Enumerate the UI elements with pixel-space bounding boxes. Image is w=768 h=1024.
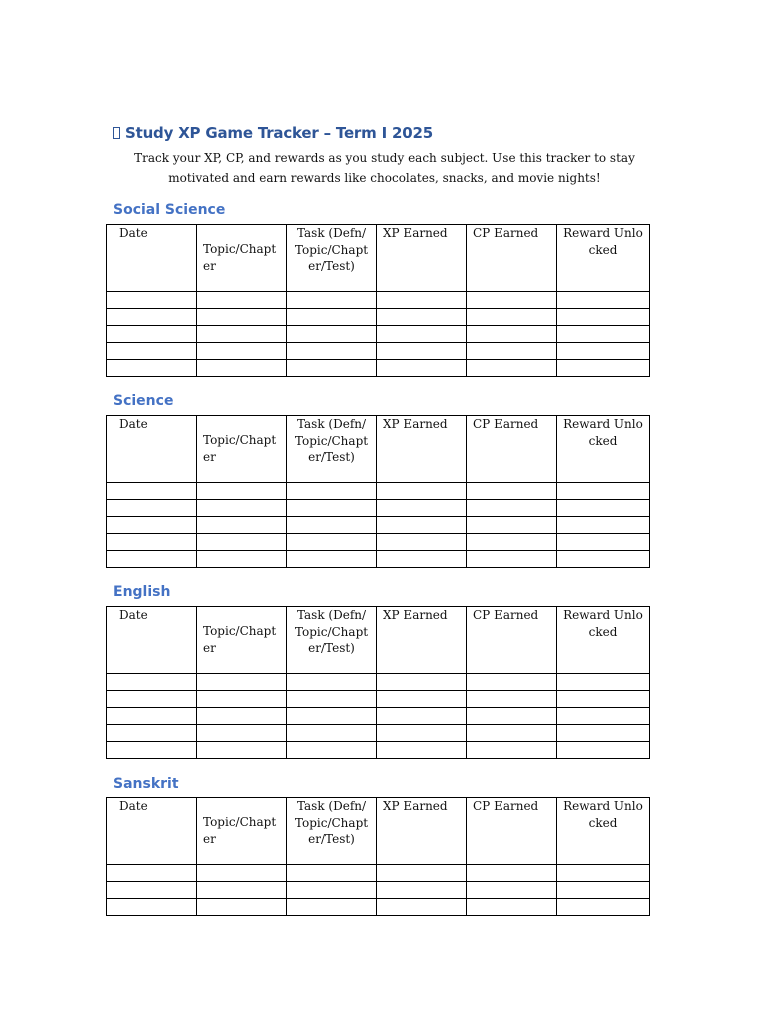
table-cell-cp[interactable] [467, 517, 557, 534]
column-header-task [287, 225, 377, 292]
table-cell-cp[interactable] [467, 708, 557, 725]
column-header-cp [467, 225, 557, 292]
table-cell-reward[interactable] [557, 674, 650, 691]
column-header-label: Task (Defn/Topic/Chapter/Test) [294, 226, 369, 273]
table-cell-cp[interactable] [467, 882, 557, 899]
table-row [107, 674, 650, 691]
table-cell-xp[interactable] [377, 674, 467, 691]
table-cell-topic[interactable] [197, 534, 287, 551]
table-cell-xp[interactable] [377, 534, 467, 551]
column-header-xp [377, 416, 467, 483]
table-cell-xp[interactable] [377, 343, 467, 360]
column-header-label: Task (Defn/Topic/Chapter/Test) [294, 608, 369, 655]
column-header-date [107, 607, 197, 674]
column-header-topic [197, 416, 287, 483]
table-row [107, 483, 650, 500]
table-cell-date[interactable] [107, 674, 197, 691]
tracker-table [106, 415, 650, 568]
column-header-xp [377, 798, 467, 865]
column-header-xp [377, 225, 467, 292]
table-cell-topic[interactable] [197, 483, 287, 500]
table-row [107, 882, 650, 899]
column-header-date [107, 798, 197, 865]
table-cell-xp[interactable] [377, 742, 467, 759]
table-cell-topic[interactable] [197, 899, 287, 916]
table-cell-task[interactable] [287, 500, 377, 517]
table-cell-task[interactable] [287, 691, 377, 708]
table-cell-cp[interactable] [467, 725, 557, 742]
table-header-row [107, 798, 650, 865]
table-cell-cp[interactable] [467, 551, 557, 568]
column-header-label: Reward Unlocked [563, 608, 643, 639]
column-header-label: CP Earned [473, 226, 539, 240]
table-cell-reward[interactable] [557, 343, 650, 360]
table-row [107, 899, 650, 916]
table-row [107, 534, 650, 551]
table-cell-topic[interactable] [197, 360, 287, 377]
section-heading: Sanskrit [113, 776, 179, 792]
table-cell-date[interactable] [107, 551, 197, 568]
table-cell-reward[interactable] [557, 309, 650, 326]
table-cell-xp[interactable] [377, 865, 467, 882]
table-cell-task[interactable] [287, 725, 377, 742]
column-header-task [287, 416, 377, 483]
table-cell-date[interactable] [107, 742, 197, 759]
table-row [107, 360, 650, 377]
table-cell-cp[interactable] [467, 534, 557, 551]
table-cell-topic[interactable] [197, 865, 287, 882]
table-cell-topic[interactable] [197, 551, 287, 568]
table-cell-cp[interactable] [467, 309, 557, 326]
column-header-label: Topic/Chapter [203, 242, 277, 273]
table-cell-date[interactable] [107, 708, 197, 725]
column-header-label: XP Earned [383, 799, 448, 813]
table-cell-reward[interactable] [557, 691, 650, 708]
table-cell-cp[interactable] [467, 483, 557, 500]
table-cell-cp[interactable] [467, 899, 557, 916]
table-cell-reward[interactable] [557, 483, 650, 500]
table-cell-reward[interactable] [557, 882, 650, 899]
document-title-text: Study XP Game Tracker – Term I 2025 [125, 124, 433, 142]
table-cell-xp[interactable] [377, 691, 467, 708]
table-cell-cp[interactable] [467, 742, 557, 759]
table-cell-cp[interactable] [467, 674, 557, 691]
column-header-reward [557, 798, 650, 865]
table-cell-reward[interactable] [557, 500, 650, 517]
table-cell-topic[interactable] [197, 674, 287, 691]
tracker-table [106, 224, 650, 377]
table-cell-task[interactable] [287, 742, 377, 759]
table-cell-date[interactable] [107, 899, 197, 916]
table-row [107, 326, 650, 343]
table-cell-date[interactable] [107, 691, 197, 708]
table-cell-task[interactable] [287, 309, 377, 326]
table-cell-cp[interactable] [467, 360, 557, 377]
column-header-xp [377, 607, 467, 674]
table-cell-task[interactable] [287, 292, 377, 309]
table-cell-topic[interactable] [197, 309, 287, 326]
table-cell-reward[interactable] [557, 551, 650, 568]
table-cell-xp[interactable] [377, 326, 467, 343]
table-cell-reward[interactable] [557, 326, 650, 343]
table-row [107, 691, 650, 708]
table-cell-task[interactable] [287, 708, 377, 725]
column-header-label: Reward Unlocked [563, 417, 643, 448]
table-cell-reward[interactable] [557, 292, 650, 309]
table-cell-task[interactable] [287, 551, 377, 568]
column-header-label: Reward Unlocked [563, 226, 643, 257]
table-cell-xp[interactable] [377, 360, 467, 377]
table-cell-task[interactable] [287, 517, 377, 534]
table-row [107, 708, 650, 725]
table-cell-task[interactable] [287, 882, 377, 899]
table-cell-xp[interactable] [377, 725, 467, 742]
column-header-label: Topic/Chapter [203, 624, 277, 655]
column-header-label: Reward Unlocked [563, 799, 643, 830]
table-cell-topic[interactable] [197, 292, 287, 309]
column-header-label: Topic/Chapter [203, 815, 277, 846]
table-cell-xp[interactable] [377, 483, 467, 500]
column-header-label: XP Earned [383, 608, 448, 622]
table-cell-date[interactable] [107, 725, 197, 742]
table-cell-cp[interactable] [467, 292, 557, 309]
table-header-row [107, 607, 650, 674]
column-header-label: Date [119, 226, 148, 240]
table-cell-reward[interactable] [557, 865, 650, 882]
column-header-reward [557, 607, 650, 674]
section-heading: English [113, 584, 171, 600]
table-cell-reward[interactable] [557, 899, 650, 916]
column-header-task [287, 607, 377, 674]
column-header-topic [197, 607, 287, 674]
section-heading: Science [113, 393, 174, 409]
column-header-cp [467, 416, 557, 483]
table-cell-xp[interactable] [377, 882, 467, 899]
table-cell-reward[interactable] [557, 742, 650, 759]
table-cell-task[interactable] [287, 899, 377, 916]
table-cell-date[interactable] [107, 500, 197, 517]
table-cell-topic[interactable] [197, 742, 287, 759]
emoji-placeholder-icon [113, 127, 120, 139]
column-header-cp [467, 798, 557, 865]
table-row [107, 742, 650, 759]
column-header-label: Date [119, 608, 148, 622]
column-header-label: CP Earned [473, 417, 539, 431]
column-header-topic [197, 225, 287, 292]
table-cell-topic[interactable] [197, 691, 287, 708]
column-header-label: CP Earned [473, 608, 539, 622]
table-cell-task[interactable] [287, 343, 377, 360]
table-cell-topic[interactable] [197, 326, 287, 343]
table-cell-topic[interactable] [197, 882, 287, 899]
table-cell-cp[interactable] [467, 865, 557, 882]
tracker-table [106, 606, 650, 759]
table-row [107, 343, 650, 360]
table-cell-date[interactable] [107, 360, 197, 377]
table-cell-cp[interactable] [467, 343, 557, 360]
table-header-row [107, 225, 650, 292]
table-cell-date[interactable] [107, 517, 197, 534]
tracker-table [106, 797, 650, 916]
table-cell-reward[interactable] [557, 708, 650, 725]
table-cell-date[interactable] [107, 483, 197, 500]
document-title [113, 124, 433, 142]
table-cell-xp[interactable] [377, 551, 467, 568]
table-row [107, 865, 650, 882]
table-cell-task[interactable] [287, 483, 377, 500]
column-header-reward [557, 416, 650, 483]
table-cell-task[interactable] [287, 674, 377, 691]
table-cell-cp[interactable] [467, 691, 557, 708]
table-cell-task[interactable] [287, 865, 377, 882]
column-header-task [287, 798, 377, 865]
column-header-date [107, 225, 197, 292]
table-cell-topic[interactable] [197, 500, 287, 517]
table-cell-date[interactable] [107, 534, 197, 551]
table-cell-date[interactable] [107, 326, 197, 343]
table-row [107, 292, 650, 309]
column-header-label: XP Earned [383, 226, 448, 240]
table-header-row [107, 416, 650, 483]
column-header-label: CP Earned [473, 799, 539, 813]
table-cell-xp[interactable] [377, 517, 467, 534]
column-header-date [107, 416, 197, 483]
table-cell-date[interactable] [107, 343, 197, 360]
table-cell-topic[interactable] [197, 725, 287, 742]
table-cell-date[interactable] [107, 292, 197, 309]
column-header-label: Task (Defn/Topic/Chapter/Test) [294, 799, 369, 846]
column-header-reward [557, 225, 650, 292]
table-cell-date[interactable] [107, 882, 197, 899]
table-cell-xp[interactable] [377, 708, 467, 725]
column-header-label: XP Earned [383, 417, 448, 431]
table-cell-task[interactable] [287, 534, 377, 551]
table-cell-topic[interactable] [197, 343, 287, 360]
table-cell-reward[interactable] [557, 517, 650, 534]
table-cell-xp[interactable] [377, 309, 467, 326]
intro-paragraph: Track your XP, CP, and rewards as you study each subject. Use this tracker to stay motivated and earn rewards like chocolates, snacks, and movie nights! [134, 151, 635, 185]
table-cell-xp[interactable] [377, 899, 467, 916]
table-cell-reward[interactable] [557, 725, 650, 742]
table-cell-xp[interactable] [377, 500, 467, 517]
column-header-topic [197, 798, 287, 865]
column-header-label: Date [119, 417, 148, 431]
table-row [107, 309, 650, 326]
column-header-label: Topic/Chapter [203, 433, 277, 464]
table-cell-reward[interactable] [557, 360, 650, 377]
table-row [107, 517, 650, 534]
table-cell-topic[interactable] [197, 708, 287, 725]
table-row [107, 725, 650, 742]
table-row [107, 551, 650, 568]
table-cell-task[interactable] [287, 360, 377, 377]
column-header-cp [467, 607, 557, 674]
section-heading: Social Science [113, 202, 226, 218]
table-cell-date[interactable] [107, 865, 197, 882]
table-cell-cp[interactable] [467, 500, 557, 517]
table-cell-cp[interactable] [467, 326, 557, 343]
table-cell-reward[interactable] [557, 534, 650, 551]
table-cell-date[interactable] [107, 309, 197, 326]
table-cell-task[interactable] [287, 326, 377, 343]
column-header-label: Task (Defn/Topic/Chapter/Test) [294, 417, 369, 464]
table-row [107, 500, 650, 517]
table-cell-xp[interactable] [377, 292, 467, 309]
column-header-label: Date [119, 799, 148, 813]
table-cell-topic[interactable] [197, 517, 287, 534]
